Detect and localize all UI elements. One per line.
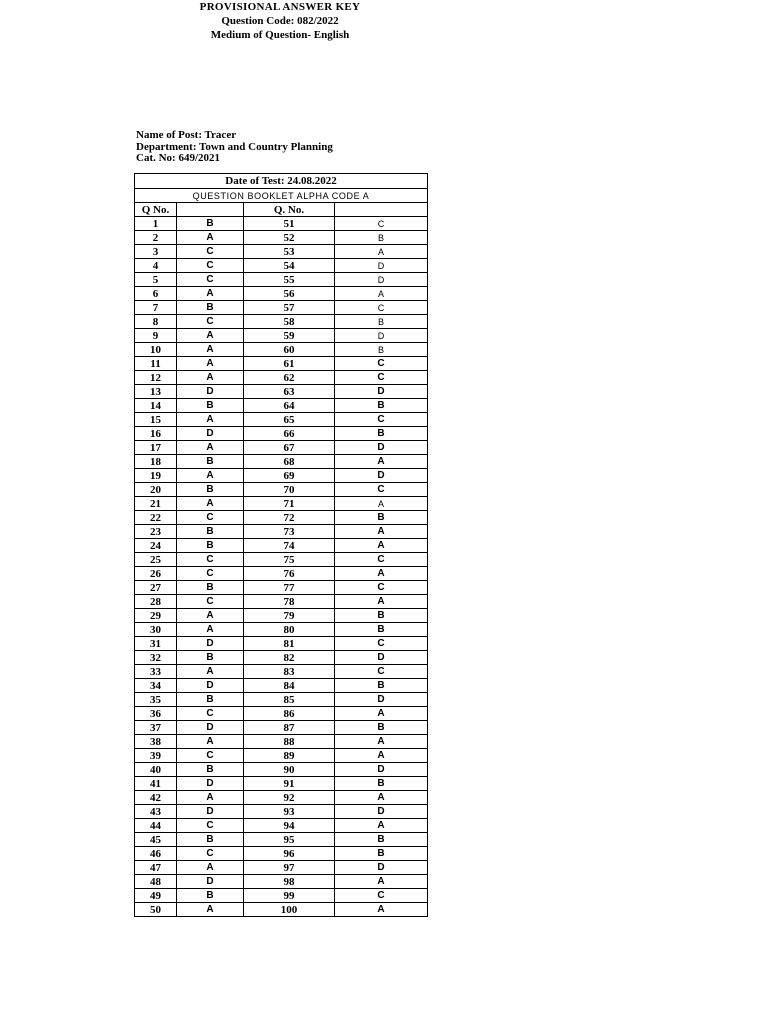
question-number: 39 (135, 749, 177, 763)
answer: C (335, 217, 428, 231)
date-of-test: Date of Test: 24.08.2022 (135, 174, 428, 189)
question-number: 76 (244, 567, 335, 581)
table-row (135, 623, 428, 637)
answer: B (335, 315, 428, 329)
question-number: 51 (244, 217, 335, 231)
table-row (135, 861, 428, 875)
question-number: 56 (244, 287, 335, 301)
answer: B (335, 427, 428, 441)
question-number: 31 (135, 637, 177, 651)
question-number: 68 (244, 455, 335, 469)
answer: A (335, 735, 428, 749)
question-number: 17 (135, 441, 177, 455)
answer: C (335, 413, 428, 427)
table-row (135, 315, 428, 329)
table-row (135, 357, 428, 371)
table-row (135, 763, 428, 777)
question-number: 49 (135, 889, 177, 903)
question-number: 59 (244, 329, 335, 343)
answer: B (177, 651, 244, 665)
table-row (135, 581, 428, 595)
table-row (135, 511, 428, 525)
question-number: 46 (135, 847, 177, 861)
answer: C (335, 301, 428, 315)
answer: C (335, 553, 428, 567)
table-row (135, 441, 428, 455)
question-number: 41 (135, 777, 177, 791)
question-number: 26 (135, 567, 177, 581)
answer: A (335, 595, 428, 609)
answer: C (177, 819, 244, 833)
table-row (135, 707, 428, 721)
answer: C (335, 889, 428, 903)
question-number: 50 (135, 903, 177, 917)
answer: A (177, 903, 244, 917)
question-number: 57 (244, 301, 335, 315)
answer: C (177, 273, 244, 287)
answer: C (335, 483, 428, 497)
department-name: Department: Town and Country Planning (136, 140, 333, 153)
table-row (135, 721, 428, 735)
question-number: 67 (244, 441, 335, 455)
table-row (135, 833, 428, 847)
table-row (135, 231, 428, 245)
question-number: 1 (135, 217, 177, 231)
answer: A (177, 735, 244, 749)
question-number: 62 (244, 371, 335, 385)
col-header-answer-left (177, 203, 244, 217)
table-row (135, 371, 428, 385)
answer: A (177, 413, 244, 427)
question-number: 52 (244, 231, 335, 245)
question-number: 8 (135, 315, 177, 329)
question-number: 22 (135, 511, 177, 525)
col-header-qno-left: Q No. (135, 203, 177, 217)
question-number: 95 (244, 833, 335, 847)
question-number: 63 (244, 385, 335, 399)
question-number: 24 (135, 539, 177, 553)
table-row (135, 819, 428, 833)
question-number: 19 (135, 469, 177, 483)
question-number: 73 (244, 525, 335, 539)
question-number: 23 (135, 525, 177, 539)
table-row (135, 525, 428, 539)
answer: D (177, 637, 244, 651)
answer: A (335, 455, 428, 469)
question-number: 14 (135, 399, 177, 413)
question-number: 27 (135, 581, 177, 595)
answer: C (335, 581, 428, 595)
question-number: 72 (244, 511, 335, 525)
question-number: 29 (135, 609, 177, 623)
answer: B (177, 889, 244, 903)
answer: D (335, 469, 428, 483)
table-row (135, 889, 428, 903)
answer: B (177, 581, 244, 595)
question-number: 86 (244, 707, 335, 721)
question-number: 32 (135, 651, 177, 665)
question-number: 2 (135, 231, 177, 245)
answer: B (335, 623, 428, 637)
question-number: 16 (135, 427, 177, 441)
post-name: Name of Post: Tracer (136, 129, 237, 141)
answer: D (335, 861, 428, 875)
question-number: 89 (244, 749, 335, 763)
question-number: 71 (244, 497, 335, 511)
answer: B (177, 693, 244, 707)
answer: D (177, 777, 244, 791)
question-number: 35 (135, 693, 177, 707)
table-row (135, 609, 428, 623)
answer: A (177, 287, 244, 301)
answer: A (177, 623, 244, 637)
question-number: 94 (244, 819, 335, 833)
table-row (135, 665, 428, 679)
question-number: 5 (135, 273, 177, 287)
answer: A (335, 287, 428, 301)
question-number: 40 (135, 763, 177, 777)
medium-of-question: Medium of Question- English (210, 29, 350, 41)
col-header-qno-right: Q. No. (244, 203, 335, 217)
answer: B (335, 721, 428, 735)
table-row (135, 427, 428, 441)
question-number: 90 (244, 763, 335, 777)
question-number: 10 (135, 343, 177, 357)
answer: B (177, 539, 244, 553)
question-code: Question Code: 082/2022 (221, 15, 339, 27)
question-number: 83 (244, 665, 335, 679)
question-number: 13 (135, 385, 177, 399)
answer: A (335, 707, 428, 721)
question-number: 45 (135, 833, 177, 847)
answer: B (335, 679, 428, 693)
question-number: 9 (135, 329, 177, 343)
answer: A (177, 469, 244, 483)
table-row (135, 847, 428, 861)
question-number: 36 (135, 707, 177, 721)
answer: C (335, 371, 428, 385)
question-number: 64 (244, 399, 335, 413)
answer: A (335, 903, 428, 917)
question-number: 75 (244, 553, 335, 567)
answer: A (335, 525, 428, 539)
table-row (135, 805, 428, 819)
question-number: 100 (244, 903, 335, 917)
question-number: 78 (244, 595, 335, 609)
question-number: 25 (135, 553, 177, 567)
answer: D (177, 427, 244, 441)
question-number: 21 (135, 497, 177, 511)
table-row (135, 343, 428, 357)
question-number: 37 (135, 721, 177, 735)
question-number: 92 (244, 791, 335, 805)
table-row (135, 245, 428, 259)
answer: B (335, 511, 428, 525)
answer: A (335, 245, 428, 259)
question-number: 20 (135, 483, 177, 497)
question-number: 28 (135, 595, 177, 609)
answer: A (177, 861, 244, 875)
answer: D (335, 693, 428, 707)
answer: D (177, 679, 244, 693)
answer: B (177, 217, 244, 231)
question-number: 70 (244, 483, 335, 497)
answer: B (177, 483, 244, 497)
table-row (135, 413, 428, 427)
question-number: 84 (244, 679, 335, 693)
question-number: 88 (244, 735, 335, 749)
question-number: 42 (135, 791, 177, 805)
answer: C (335, 665, 428, 679)
question-number: 91 (244, 777, 335, 791)
table-row (135, 273, 428, 287)
table-row (135, 749, 428, 763)
table-row (135, 259, 428, 273)
question-number: 96 (244, 847, 335, 861)
table-row (135, 329, 428, 343)
answer: A (177, 371, 244, 385)
question-number: 61 (244, 357, 335, 371)
table-row (135, 385, 428, 399)
question-number: 48 (135, 875, 177, 889)
table-row (135, 679, 428, 693)
answer: D (177, 721, 244, 735)
answer: A (177, 609, 244, 623)
question-number: 81 (244, 637, 335, 651)
answer: B (177, 833, 244, 847)
question-number: 58 (244, 315, 335, 329)
answer: D (335, 385, 428, 399)
table-row (135, 777, 428, 791)
answer: C (177, 553, 244, 567)
answer: B (335, 833, 428, 847)
question-number: 60 (244, 343, 335, 357)
answer: C (177, 707, 244, 721)
date-row (135, 174, 428, 189)
table-row (135, 567, 428, 581)
question-number: 74 (244, 539, 335, 553)
question-number: 47 (135, 861, 177, 875)
question-number: 11 (135, 357, 177, 371)
exam-meta (136, 130, 333, 165)
answer: B (177, 763, 244, 777)
answer: A (177, 231, 244, 245)
answer: A (335, 875, 428, 889)
answer: B (335, 609, 428, 623)
answer: A (177, 441, 244, 455)
booklet-code: QUESTION BOOKLET ALPHA CODE A (135, 189, 428, 203)
table-row (135, 497, 428, 511)
question-number: 30 (135, 623, 177, 637)
question-number: 44 (135, 819, 177, 833)
question-number: 98 (244, 875, 335, 889)
answer: A (335, 497, 428, 511)
question-number: 55 (244, 273, 335, 287)
answer: D (335, 273, 428, 287)
document-header (150, 0, 410, 42)
table-row (135, 791, 428, 805)
question-number: 4 (135, 259, 177, 273)
table-row (135, 217, 428, 231)
answer: D (335, 329, 428, 343)
answer: D (335, 441, 428, 455)
table-row (135, 595, 428, 609)
answer: C (177, 595, 244, 609)
question-number: 65 (244, 413, 335, 427)
table-row (135, 287, 428, 301)
answer: C (177, 567, 244, 581)
answer: B (177, 399, 244, 413)
table-row (135, 875, 428, 889)
question-number: 80 (244, 623, 335, 637)
table-row (135, 553, 428, 567)
question-number: 7 (135, 301, 177, 315)
question-number: 53 (244, 245, 335, 259)
question-number: 77 (244, 581, 335, 595)
answer: A (335, 791, 428, 805)
table-row (135, 469, 428, 483)
answer: A (177, 357, 244, 371)
answer: B (335, 231, 428, 245)
question-number: 85 (244, 693, 335, 707)
answer: C (177, 245, 244, 259)
question-number: 82 (244, 651, 335, 665)
answer: B (335, 399, 428, 413)
table-row (135, 483, 428, 497)
answer-key-table (134, 173, 428, 917)
table-row (135, 735, 428, 749)
table-row (135, 637, 428, 651)
answer: B (335, 847, 428, 861)
table-row (135, 455, 428, 469)
booklet-row (135, 189, 428, 203)
answer: C (335, 637, 428, 651)
question-number: 99 (244, 889, 335, 903)
answer: D (335, 805, 428, 819)
table-row (135, 903, 428, 917)
answer: C (177, 315, 244, 329)
question-number: 15 (135, 413, 177, 427)
question-number: 66 (244, 427, 335, 441)
answer: B (335, 777, 428, 791)
answer: C (177, 749, 244, 763)
question-number: 43 (135, 805, 177, 819)
answer: B (177, 525, 244, 539)
question-number: 34 (135, 679, 177, 693)
answer: B (177, 301, 244, 315)
answer: D (335, 651, 428, 665)
question-number: 12 (135, 371, 177, 385)
answer: A (177, 329, 244, 343)
table-row (135, 651, 428, 665)
answer: C (177, 511, 244, 525)
table-row (135, 693, 428, 707)
category-number: Cat. No: 649/2021 (136, 152, 221, 164)
question-number: 97 (244, 861, 335, 875)
answer: A (177, 791, 244, 805)
question-number: 54 (244, 259, 335, 273)
answer: B (335, 343, 428, 357)
question-number: 6 (135, 287, 177, 301)
answer: D (177, 875, 244, 889)
answer: D (335, 763, 428, 777)
answer: D (335, 259, 428, 273)
question-number: 18 (135, 455, 177, 469)
document-title: PROVISIONAL ANSWER KEY (199, 1, 361, 13)
table-row (135, 539, 428, 553)
answer: C (335, 357, 428, 371)
col-header-answer-right (335, 203, 428, 217)
question-number: 3 (135, 245, 177, 259)
table-row (135, 399, 428, 413)
answer: A (335, 749, 428, 763)
question-number: 87 (244, 721, 335, 735)
question-number: 93 (244, 805, 335, 819)
answer: A (335, 539, 428, 553)
answer: D (177, 805, 244, 819)
answer: C (177, 259, 244, 273)
answer: C (177, 847, 244, 861)
table-row (135, 301, 428, 315)
question-number: 33 (135, 665, 177, 679)
question-number: 79 (244, 609, 335, 623)
answer: A (177, 497, 244, 511)
answer: D (177, 385, 244, 399)
answer: B (177, 455, 244, 469)
column-header-row (135, 203, 428, 217)
question-number: 69 (244, 469, 335, 483)
question-number: 38 (135, 735, 177, 749)
answer: A (177, 343, 244, 357)
answer: A (177, 665, 244, 679)
answer: A (335, 819, 428, 833)
answer: A (335, 567, 428, 581)
